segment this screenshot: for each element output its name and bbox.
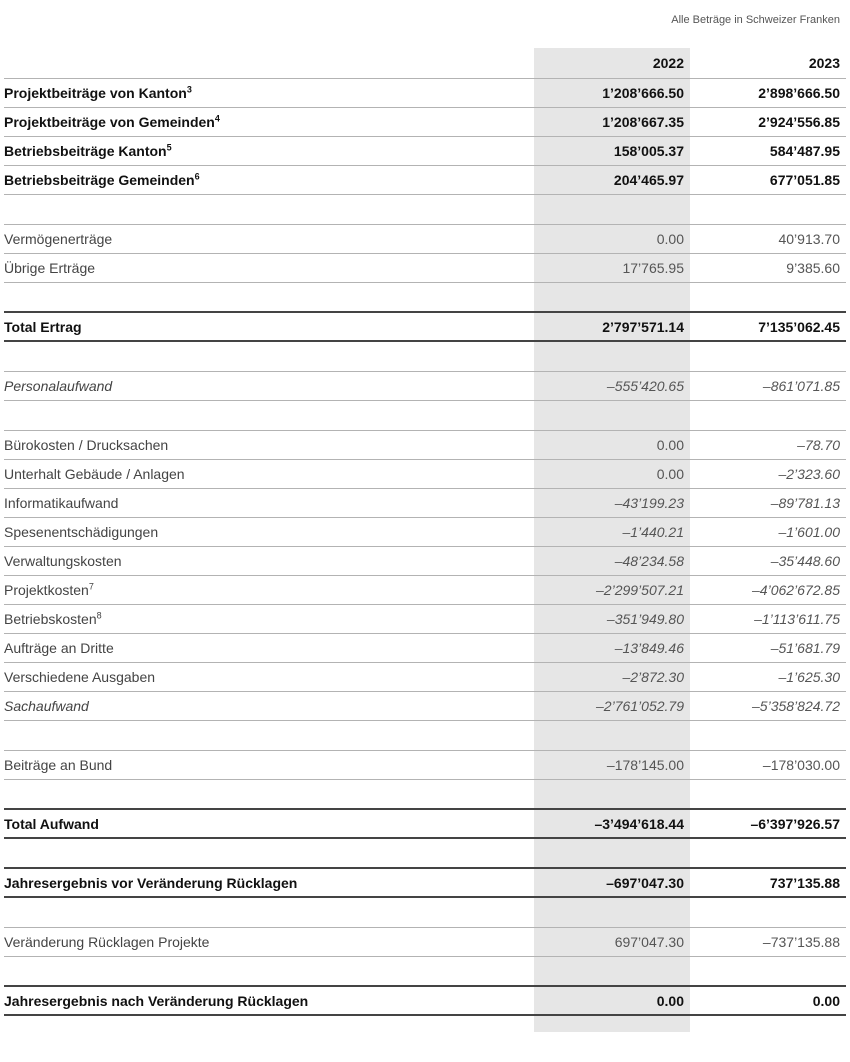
- spacer-row: [4, 194, 846, 224]
- spacer-row: [4, 282, 846, 312]
- value-2023: –1’601.00: [690, 517, 846, 546]
- value-2023: –78.70: [690, 430, 846, 459]
- value-2022: –2’872.30: [534, 662, 690, 691]
- row-label: Verschiedene Ausgaben: [4, 662, 534, 691]
- header-label-cell: [4, 48, 534, 78]
- spacer-row: [4, 400, 846, 430]
- value-2023: –861’071.85: [690, 371, 846, 400]
- value-2022: –48’234.58: [534, 546, 690, 575]
- value-2023: 737’135.88: [690, 868, 846, 897]
- value-2023: –1’113’611.75: [690, 604, 846, 633]
- value-2023: –5’358’824.72: [690, 691, 846, 720]
- value-2023: 677’051.85: [690, 165, 846, 194]
- value-2022: 2’797’571.14: [534, 312, 690, 341]
- table-row: [4, 633, 846, 662]
- value-2023: –89’781.13: [690, 488, 846, 517]
- value-2023: 0.00: [690, 986, 846, 1015]
- value-2022: 0.00: [534, 430, 690, 459]
- row-label: Sachaufwand: [4, 691, 534, 720]
- total-row: [4, 809, 846, 838]
- value-2022: 1’208’666.50: [534, 78, 690, 107]
- value-2023: –1’625.30: [690, 662, 846, 691]
- value-2023: –35’448.60: [690, 546, 846, 575]
- table-row: [4, 136, 846, 165]
- value-2022: –13’849.46: [534, 633, 690, 662]
- row-label: Spesenentschädigungen: [4, 517, 534, 546]
- row-label: Bürokosten / Drucksachen: [4, 430, 534, 459]
- table-row: [4, 459, 846, 488]
- spacer-row: [4, 838, 846, 868]
- value-2023: –178’030.00: [690, 750, 846, 779]
- value-2022: 0.00: [534, 224, 690, 253]
- table-row: [4, 165, 846, 194]
- value-2023: 2’898’666.50: [690, 78, 846, 107]
- row-label: Betriebskosten$^8$: [4, 604, 534, 633]
- table-row: [4, 107, 846, 136]
- table-header-row: [4, 48, 846, 78]
- value-2023: –4’062’672.85: [690, 575, 846, 604]
- table-row: [4, 430, 846, 459]
- table-row: [4, 927, 846, 956]
- value-2023: –737’135.88: [690, 927, 846, 956]
- row-label: Jahresergebnis nach Veränderung Rücklagen: [4, 986, 534, 1015]
- spacer-row: [4, 720, 846, 750]
- year-header-2022: 2022: [534, 48, 690, 78]
- table-row: [4, 517, 846, 546]
- table-row: [4, 575, 846, 604]
- value-2023: –2’323.60: [690, 459, 846, 488]
- currency-note: Alle Beträge in Schweizer Franken: [671, 14, 840, 26]
- row-label: Veränderung Rücklagen Projekte: [4, 927, 534, 956]
- row-label: Betriebsbeiträge Gemeinden$^6$: [4, 165, 534, 194]
- spacer-row: [4, 956, 846, 986]
- table-row: [4, 253, 846, 282]
- value-2023: –51’681.79: [690, 633, 846, 662]
- value-2022: 204’465.97: [534, 165, 690, 194]
- table-row: [4, 662, 846, 691]
- row-label: Übrige Erträge: [4, 253, 534, 282]
- value-2022: –178’145.00: [534, 750, 690, 779]
- spacer-row: [4, 779, 846, 809]
- value-2023: 2’924’556.85: [690, 107, 846, 136]
- row-label: Personalaufwand: [4, 371, 534, 400]
- value-2023: 584’487.95: [690, 136, 846, 165]
- table-row: [4, 224, 846, 253]
- value-2022: –1’440.21: [534, 517, 690, 546]
- table-row: [4, 750, 846, 779]
- value-2022: –697’047.30: [534, 868, 690, 897]
- value-2023: 9’385.60: [690, 253, 846, 282]
- row-label: Informatikaufwand: [4, 488, 534, 517]
- row-label: Jahresergebnis vor Veränderung Rücklagen: [4, 868, 534, 897]
- total-row: [4, 986, 846, 1015]
- value-2022: –43’199.23: [534, 488, 690, 517]
- row-label: Verwaltungskosten: [4, 546, 534, 575]
- subtotal-row: [4, 691, 846, 720]
- value-2023: 40’913.70: [690, 224, 846, 253]
- value-2022: 17’765.95: [534, 253, 690, 282]
- row-label: Projektbeiträge von Gemeinden$^4$: [4, 107, 534, 136]
- row-label: Total Ertrag: [4, 312, 534, 341]
- value-2022: –351’949.80: [534, 604, 690, 633]
- value-2022: –3’494’618.44: [534, 809, 690, 838]
- spacer-row: [4, 341, 846, 371]
- value-2023: 7’135’062.45: [690, 312, 846, 341]
- value-2022: 0.00: [534, 986, 690, 1015]
- row-label: Projektkosten$^7$: [4, 575, 534, 604]
- table-row: [4, 546, 846, 575]
- total-row: [4, 312, 846, 341]
- row-label: Betriebsbeiträge Kanton$^5$: [4, 136, 534, 165]
- row-label: Vermögenerträge: [4, 224, 534, 253]
- row-label: Beiträge an Bund: [4, 750, 534, 779]
- value-2022: –2’761’052.79: [534, 691, 690, 720]
- row-label: Aufträge an Dritte: [4, 633, 534, 662]
- value-2022: –555’420.65: [534, 371, 690, 400]
- table-row: [4, 78, 846, 107]
- row-label: Projektbeiträge von Kanton$^3$: [4, 78, 534, 107]
- year-header-2023: 2023: [690, 48, 846, 78]
- value-2022: 697’047.30: [534, 927, 690, 956]
- total-row: [4, 868, 846, 897]
- subtotal-row: [4, 371, 846, 400]
- row-label: Total Aufwand: [4, 809, 534, 838]
- value-2023: –6’397’926.57: [690, 809, 846, 838]
- income-statement-table: [4, 48, 846, 1016]
- value-2022: 158’005.37: [534, 136, 690, 165]
- value-2022: 0.00: [534, 459, 690, 488]
- row-label: Unterhalt Gebäude / Anlagen: [4, 459, 534, 488]
- value-2022: 1’208’667.35: [534, 107, 690, 136]
- spacer-row: [4, 897, 846, 927]
- value-2022: –2’299’507.21: [534, 575, 690, 604]
- table-row: [4, 604, 846, 633]
- table-row: [4, 488, 846, 517]
